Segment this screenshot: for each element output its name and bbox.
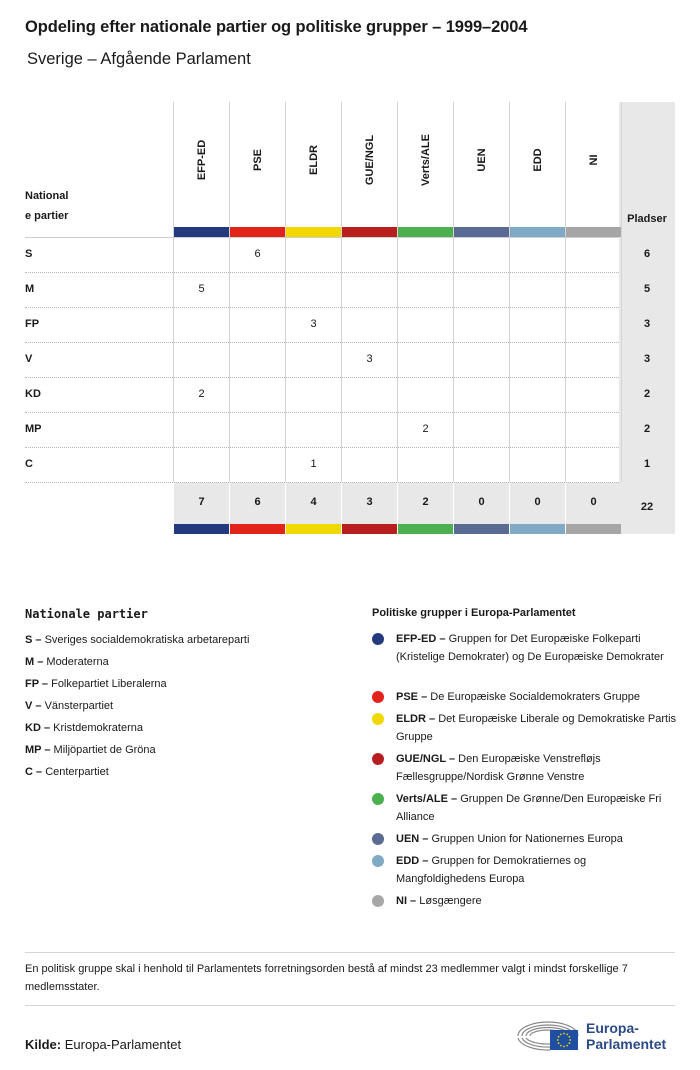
- group-color-bar: [342, 227, 397, 237]
- party-name: Kristdemokraterna: [53, 722, 143, 734]
- group-name: Gruppen Union for Nationernes Europa: [431, 833, 623, 845]
- group-color-bar: [510, 227, 565, 237]
- group-name: Løsgængere: [419, 895, 482, 907]
- european-parliament-logo: [516, 1014, 676, 1056]
- national-party-legend-item: [25, 633, 249, 647]
- column-header-label: GUE/NGL: [363, 134, 376, 186]
- column-header-vertsale: [398, 102, 453, 226]
- column-header-ni: [566, 102, 621, 226]
- group-name: Gruppen De Grønne/Den Europæiske Fri Alliance: [396, 793, 662, 823]
- party-code: S –: [25, 634, 42, 646]
- column-header-label: ELDR: [307, 145, 320, 175]
- source-label: Kilde:: [25, 1037, 62, 1052]
- table-cell: 3: [366, 353, 373, 365]
- table-row: [25, 307, 675, 342]
- party-name: Vänsterpartiet: [44, 700, 114, 712]
- table-cell: 2: [422, 423, 429, 435]
- total-cell: 3: [366, 496, 373, 508]
- total-cell: 4: [310, 496, 317, 508]
- party-name: Miljöpartiet de Gröna: [53, 744, 156, 756]
- group-color-bar: [174, 227, 229, 237]
- group-color-dot-icon: [372, 895, 384, 907]
- row-seats: 3: [643, 318, 651, 330]
- total-cell: 6: [254, 496, 261, 508]
- row-party-label: KD: [25, 388, 41, 400]
- national-party-legend-item: [25, 765, 109, 779]
- party-code: KD –: [25, 722, 51, 734]
- party-name: Sveriges socialdemokratiska arbetareparti: [44, 634, 250, 646]
- group-color-dot-icon: [372, 855, 384, 867]
- national-parties-legend-title: Nationale partier: [25, 607, 148, 621]
- group-color-bar: [566, 227, 621, 237]
- total-divider: [229, 482, 230, 524]
- table-cell: 2: [198, 388, 205, 400]
- column-header-pse: [230, 102, 285, 226]
- total-divider: [565, 482, 566, 524]
- group-description: [396, 852, 678, 888]
- group-description: [396, 710, 678, 746]
- group-color-bar: [398, 227, 453, 237]
- group-color-bar: [230, 524, 285, 534]
- group-description: [396, 688, 678, 706]
- group-color-bar: [342, 524, 397, 534]
- row-seats: 5: [643, 283, 651, 295]
- group-code: ELDR –: [396, 713, 436, 725]
- note-divider-bottom: [25, 1005, 675, 1006]
- group-color-bar: [174, 524, 229, 534]
- group-color-bar: [454, 227, 509, 237]
- group-color-bar: [286, 524, 341, 534]
- total-divider: [509, 482, 510, 524]
- party-name: Moderaterna: [46, 656, 109, 668]
- party-code: MP –: [25, 744, 51, 756]
- group-color-bar: [286, 227, 341, 237]
- national-party-legend-item: [25, 655, 109, 669]
- group-name: Den Europæiske Venstrefløjs Fællesgruppe/Nordisk Grønne Venstre: [396, 753, 601, 783]
- table-row: [25, 377, 675, 412]
- total-cell: 0: [534, 496, 541, 508]
- row-party-label: MP: [25, 423, 42, 435]
- column-header-label: EDD: [531, 148, 544, 172]
- parliament-hemicycle-icon: [516, 1014, 580, 1054]
- page-subtitle: Sverige – Afgående Parlament: [27, 50, 251, 68]
- table-cell: 1: [310, 458, 317, 470]
- group-color-dot-icon: [372, 793, 384, 805]
- table-row: [25, 447, 675, 482]
- group-name: De Europæiske Socialdemokraters Gruppe: [430, 691, 640, 703]
- row-party-label: FP: [25, 318, 40, 330]
- group-name: Gruppen for Det Europæiske Folkeparti (Kristelige Demokrater) og De Europæiske Demokrater: [396, 633, 664, 663]
- column-header-guengl: [342, 102, 397, 226]
- group-color-bar: [230, 227, 285, 237]
- group-color-bar: [398, 524, 453, 534]
- group-code: EFP-ED –: [396, 633, 446, 645]
- note-divider-top: [25, 952, 675, 953]
- total-divider: [453, 482, 454, 524]
- column-header-uen: [454, 102, 509, 226]
- row-party-label: C: [25, 458, 33, 470]
- table-row: [25, 237, 675, 272]
- page-title: Opdeling efter nationale partier og politiske grupper – 1999–2004: [25, 18, 528, 36]
- column-header-eldr: [286, 102, 341, 226]
- total-cell: 2: [422, 496, 429, 508]
- footnote: En politisk gruppe skal i henhold til Parlamentets forretningsorden bestå af mindst 23 medlemmer valgt i mindst forskellige 7 medlemsstater.: [25, 963, 628, 993]
- group-color-bar: [454, 524, 509, 534]
- group-color-dot-icon: [372, 633, 384, 645]
- row-party-label: V: [25, 353, 33, 365]
- column-header-label: UEN: [475, 148, 488, 172]
- group-name: Gruppen for Demokratiernes og Mangfoldighedens Europa: [396, 855, 587, 885]
- total-cell: 0: [478, 496, 485, 508]
- seat-table: [25, 102, 675, 534]
- row-party-label: M: [25, 283, 35, 295]
- column-header-efped: [174, 102, 229, 226]
- group-name: Det Europæiske Liberale og Demokratiske Partis Gruppe: [396, 713, 677, 743]
- seats-header: Pladser: [627, 213, 667, 225]
- row-seats: 3: [643, 353, 651, 365]
- group-color-dot-icon: [372, 713, 384, 725]
- row-seats: 1: [643, 458, 651, 470]
- column-header-label: Verts/ALE: [419, 134, 432, 186]
- group-code: PSE –: [396, 691, 428, 703]
- column-header-label: NI: [587, 154, 600, 166]
- national-party-legend-item: [25, 699, 113, 713]
- group-description: [396, 790, 678, 826]
- group-description: [396, 750, 678, 786]
- table-cell: 3: [310, 318, 317, 330]
- group-code: GUE/NGL –: [396, 753, 456, 765]
- party-code: V –: [25, 700, 42, 712]
- national-party-legend-item: [25, 677, 167, 691]
- table-row: [25, 342, 675, 377]
- column-header-label: PSE: [251, 148, 264, 172]
- group-code: NI –: [396, 895, 417, 907]
- party-code: C –: [25, 766, 43, 778]
- group-color-dot-icon: [372, 691, 384, 703]
- group-code: UEN –: [396, 833, 429, 845]
- national-party-legend-item: [25, 743, 156, 757]
- political-groups-legend-title: Politiske grupper i Europa-Parlamentet: [372, 607, 576, 619]
- group-color-bar: [510, 524, 565, 534]
- total-cell: 0: [590, 496, 597, 508]
- logo-text: Europa- Parlamentet: [586, 1020, 667, 1052]
- party-name: Centerpartiet: [45, 766, 109, 778]
- total-divider: [341, 482, 342, 524]
- total-divider: [397, 482, 398, 524]
- group-color-bar: [566, 524, 621, 534]
- row-party-label: S: [25, 248, 33, 260]
- row-seats: 2: [643, 423, 651, 435]
- table-cell: 6: [254, 248, 261, 260]
- national-parties-header: National e partier: [25, 190, 69, 222]
- total-divider: [285, 482, 286, 524]
- group-description: [396, 830, 678, 848]
- table-cell: 5: [198, 283, 205, 295]
- row-seats: 6: [643, 248, 651, 260]
- group-description: [396, 630, 678, 666]
- table-row: [25, 412, 675, 447]
- source-value: Europa-Parlamentet: [64, 1037, 182, 1052]
- group-description: [396, 892, 678, 910]
- row-seats: 2: [643, 388, 651, 400]
- group-color-dot-icon: [372, 833, 384, 845]
- national-party-legend-item: [25, 721, 143, 735]
- total-seats: 22: [640, 501, 654, 513]
- group-code: EDD –: [396, 855, 429, 867]
- table-row: [25, 272, 675, 307]
- party-code: M –: [25, 656, 44, 668]
- party-code: FP –: [25, 678, 49, 690]
- column-header-label: EFP-ED: [195, 139, 208, 181]
- source-line: [25, 1037, 181, 1052]
- column-header-edd: [510, 102, 565, 226]
- group-code: Verts/ALE –: [396, 793, 458, 805]
- group-color-dot-icon: [372, 753, 384, 765]
- total-cell: 7: [198, 496, 205, 508]
- party-name: Folkepartiet Liberalerna: [51, 678, 167, 690]
